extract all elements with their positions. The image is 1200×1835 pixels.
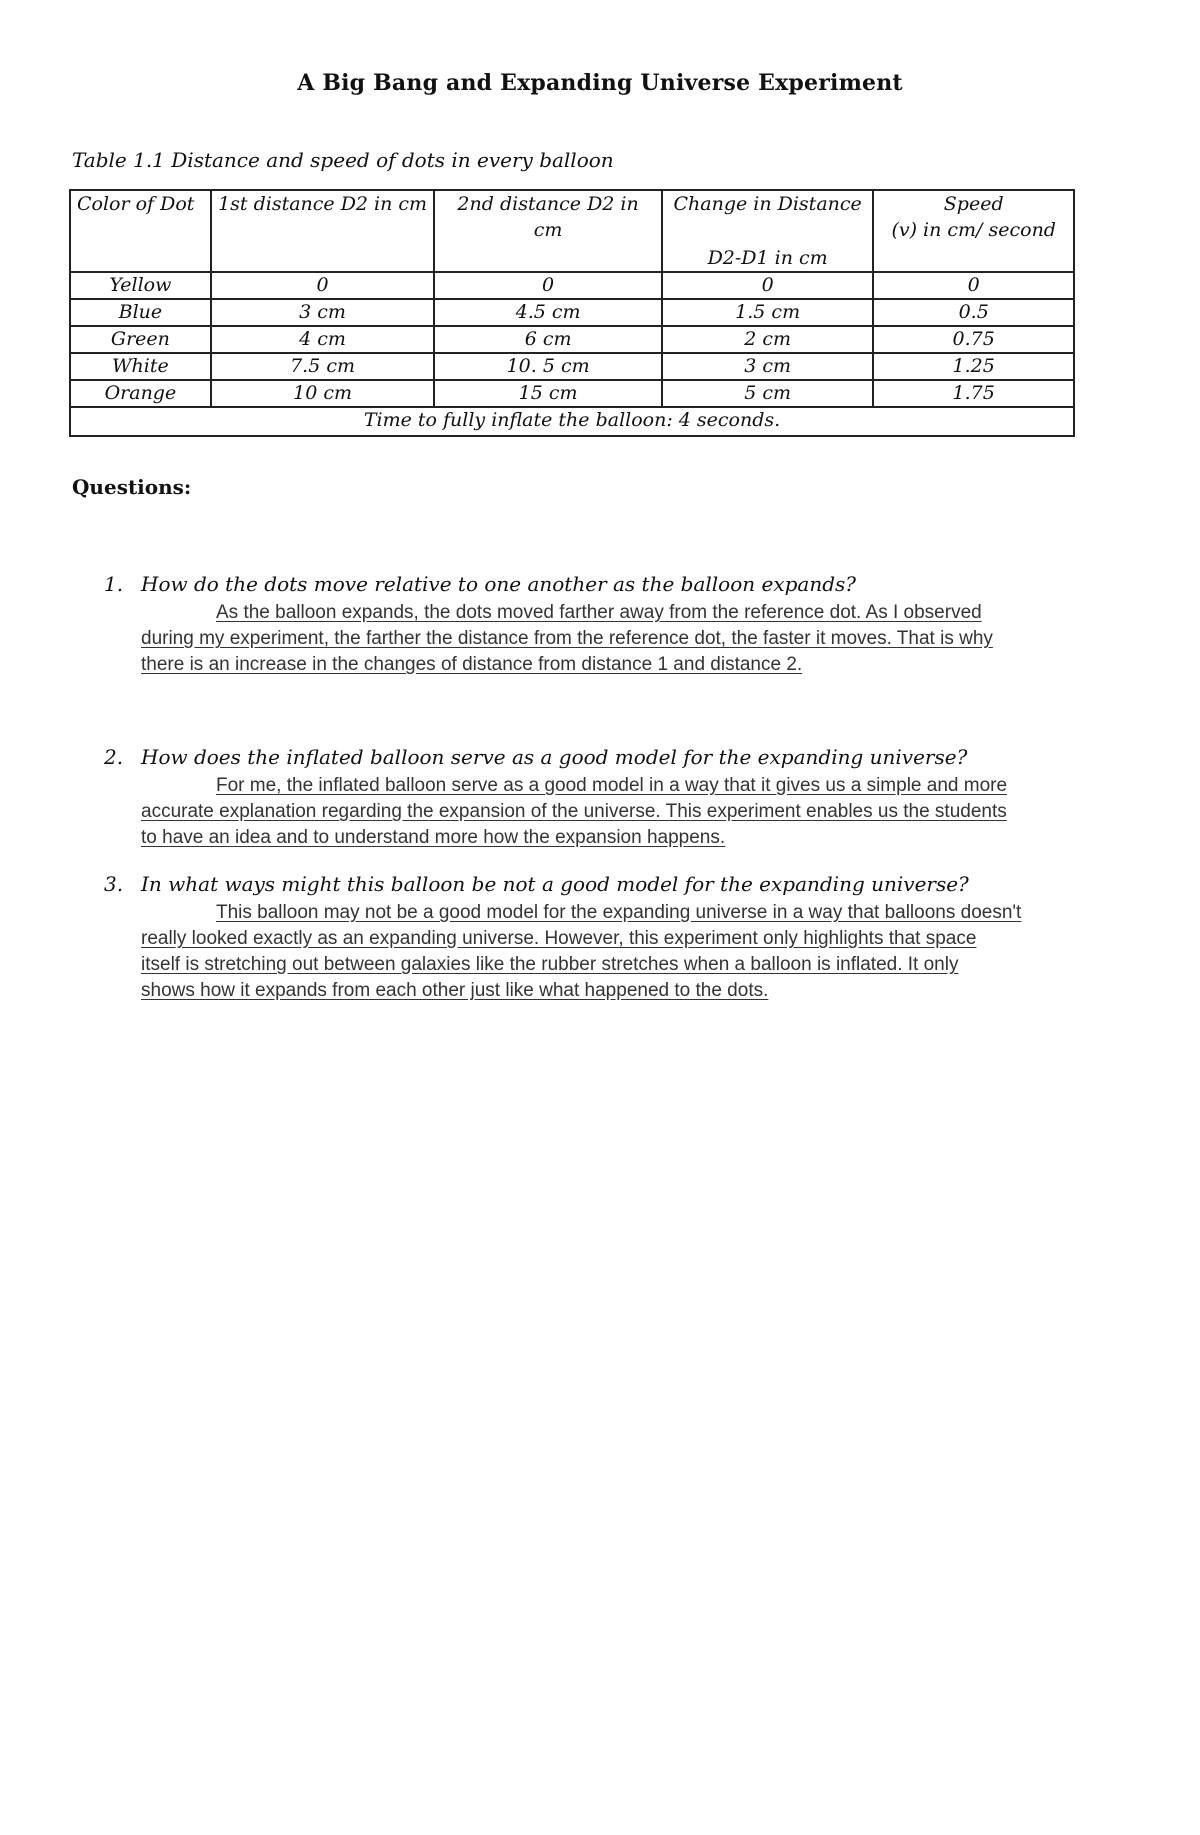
answer-block [141, 600, 1141, 678]
question-number: 3. [104, 872, 124, 896]
cell-speed: 0.75 [873, 326, 1074, 353]
distance-speed-table [69, 189, 1075, 437]
table-row [70, 353, 1074, 380]
table-footer-row [70, 407, 1074, 436]
table-row [70, 380, 1074, 407]
cell-second-distance: 6 cm [434, 326, 662, 353]
cell-color: Blue [70, 299, 211, 326]
cell-first-distance: 7.5 cm [211, 353, 435, 380]
cell-change: 0 [662, 272, 874, 299]
cell-change: 5 cm [662, 380, 874, 407]
header-first-distance: 1st distance D2 in cm [211, 190, 435, 272]
header-change-in-distance [662, 190, 874, 272]
cell-change: 3 cm [662, 353, 874, 380]
cell-first-distance: 4 cm [211, 326, 435, 353]
cell-color: White [70, 353, 211, 380]
table-header-row [70, 190, 1074, 272]
cell-first-distance: 0 [211, 272, 435, 299]
cell-color: Green [70, 326, 211, 353]
cell-change: 1.5 cm [662, 299, 874, 326]
table-caption: Table 1.1 Distance and speed of dots in every balloon [72, 148, 614, 172]
table-row [70, 272, 1074, 299]
question-text: How does the inflated balloon serve as a good model for the expanding universe? [141, 745, 968, 769]
cell-speed: 1.25 [873, 353, 1074, 380]
answer-line: This balloon may not be a good model for the expanding universe in a way that balloons doesn't [216, 902, 1022, 923]
answer-line: For me, the inflated balloon serve as a good model in a way that it gives us a simple and more [216, 775, 1008, 796]
answer-line: there is an increase in the changes of distance from distance 1 and distance 2. [141, 654, 803, 675]
document-title: A Big Bang and Expanding Universe Experiment [297, 70, 903, 96]
answer-line: during my experiment, the farther the distance from the reference dot, the faster it moves. That is why [141, 628, 993, 649]
cell-speed: 1.75 [873, 380, 1074, 407]
header-change-line1: Change in Distance [673, 193, 862, 215]
answer-line: accurate explanation regarding the expansion of the universe. This experiment enables us the students [141, 801, 1007, 822]
table-footer: Time to fully inflate the balloon: 4 seconds. [70, 407, 1074, 436]
cell-speed: 0.5 [873, 299, 1074, 326]
answer-line: really looked exactly as an expanding universe. However, this experiment only highlights that space [141, 928, 977, 949]
cell-second-distance: 0 [434, 272, 662, 299]
header-speed-line1: Speed [943, 193, 1004, 215]
question-text: How do the dots move relative to one another as the balloon expands? [141, 572, 856, 596]
header-speed-line2: (v) in cm/ second [891, 219, 1056, 241]
cell-first-distance: 3 cm [211, 299, 435, 326]
answer-line: shows how it expands from each other just like what happened to the dots. [141, 980, 769, 1001]
table-row [70, 299, 1074, 326]
question-text: In what ways might this balloon be not a good model for the expanding universe? [141, 872, 969, 896]
cell-color: Yellow [70, 272, 211, 299]
header-second-distance: 2nd distance D2 in cm [434, 190, 662, 272]
question-number: 1. [104, 572, 124, 596]
cell-first-distance: 10 cm [211, 380, 435, 407]
cell-second-distance: 4.5 cm [434, 299, 662, 326]
cell-second-distance: 10. 5 cm [434, 353, 662, 380]
header-color-of-dot: Color of Dot [70, 190, 211, 272]
answer-line: itself is stretching out between galaxies like the rubber stretches when a balloon is inflated. It only [141, 954, 959, 975]
answer-line: As the balloon expands, the dots moved farther away from the reference dot. As I observed [216, 602, 982, 623]
question-number: 2. [104, 745, 124, 769]
table-row [70, 326, 1074, 353]
cell-second-distance: 15 cm [434, 380, 662, 407]
header-speed [873, 190, 1074, 272]
questions-heading: Questions: [72, 475, 192, 499]
cell-change: 2 cm [662, 326, 874, 353]
answer-line: to have an idea and to understand more how the expansion happens. [141, 827, 726, 848]
answer-block [141, 773, 1141, 851]
answer-block [141, 900, 1141, 1004]
cell-color: Orange [70, 380, 211, 407]
cell-speed: 0 [873, 272, 1074, 299]
header-change-line2: D2-D1 in cm [707, 247, 828, 269]
